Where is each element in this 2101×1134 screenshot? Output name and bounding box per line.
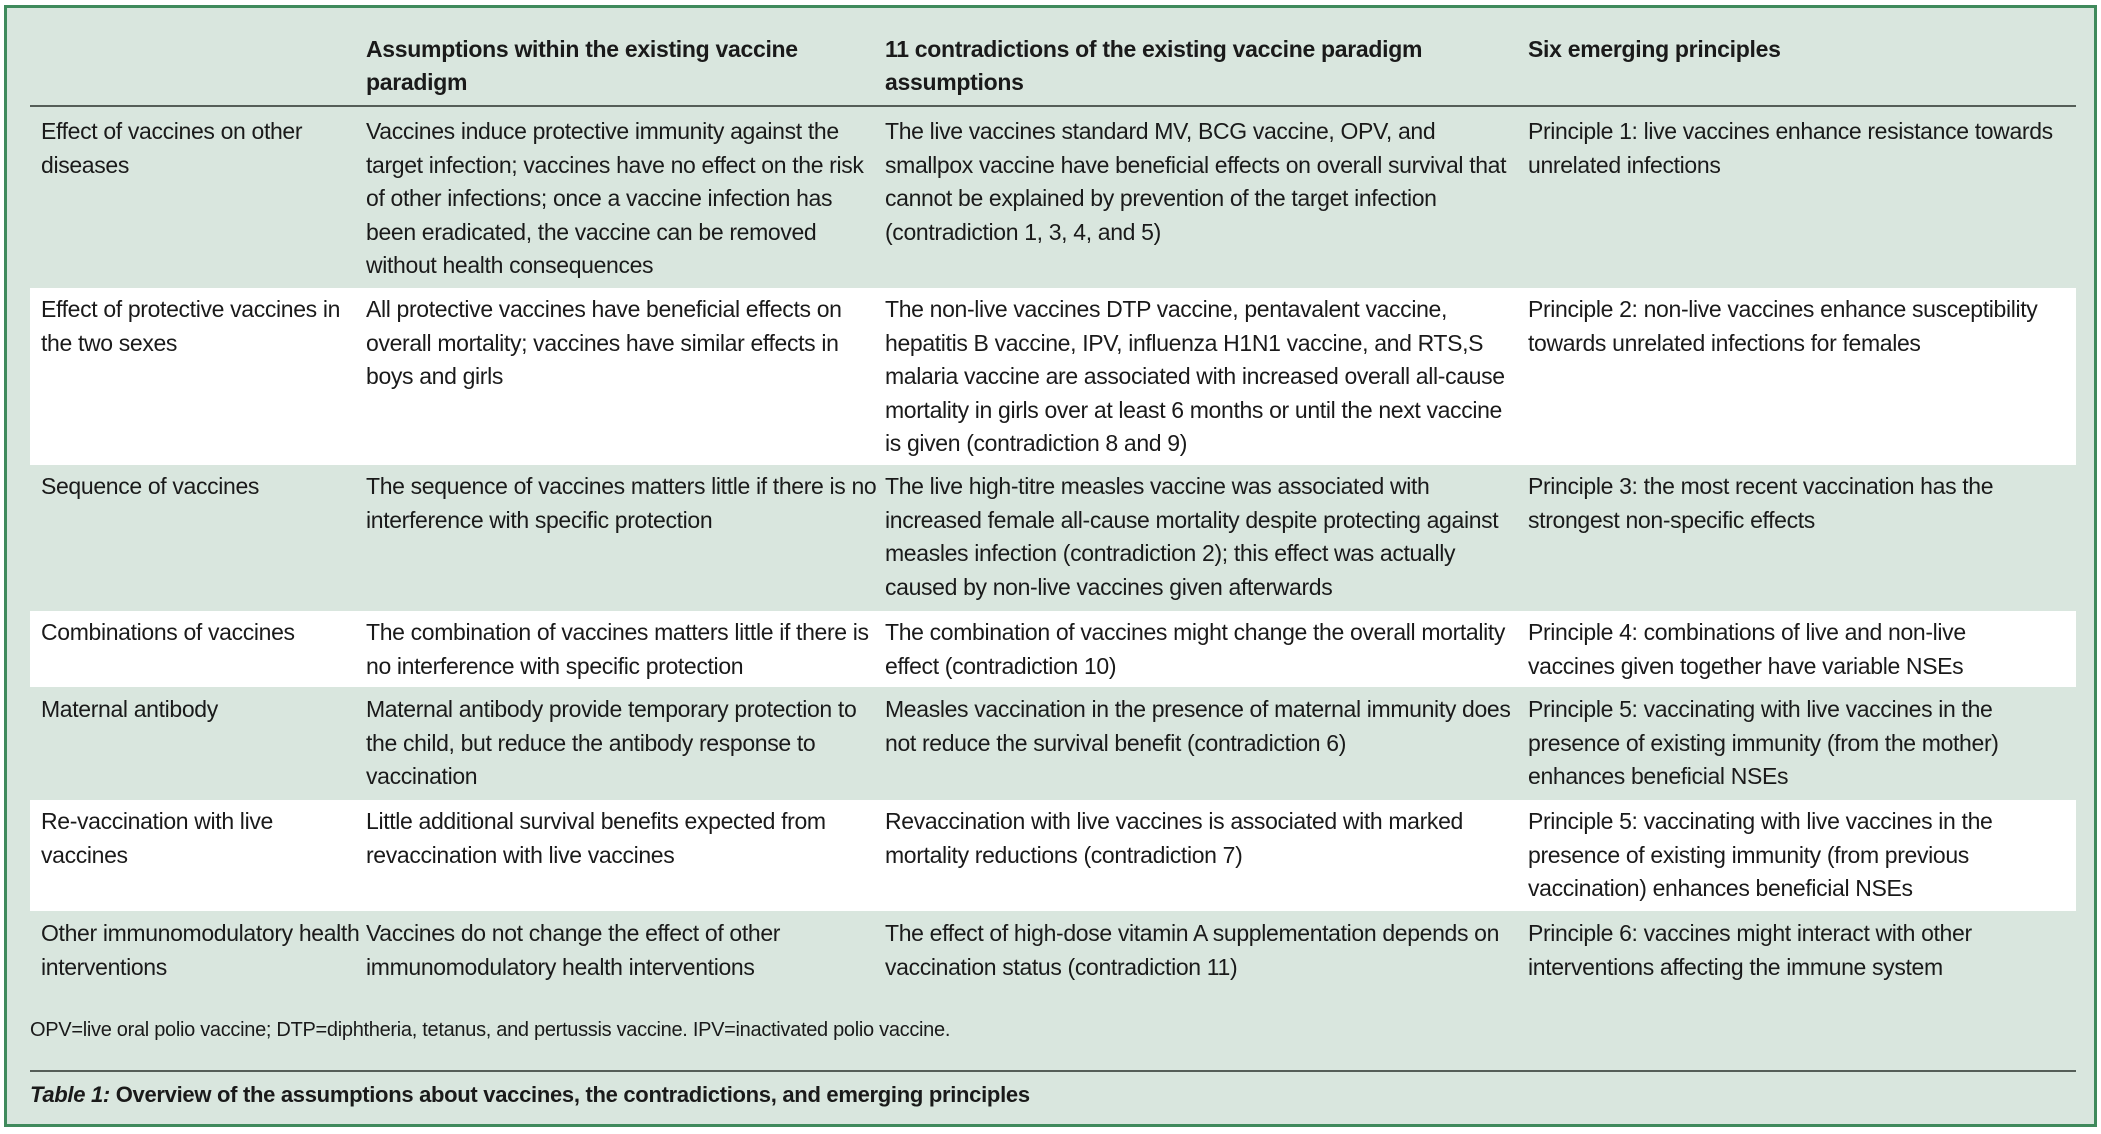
row-principle: Principle 6: vaccines might interact with other interventions affecting the immune system	[1528, 920, 1972, 980]
table-row	[30, 288, 2076, 465]
row-contradiction: The live high-titre measles vaccine was associated with increased female all-cause mortality despite protecting against measles infection (contradiction 2); this effect was actually caused by non-live vaccines given afterwards	[885, 473, 1499, 600]
table-row	[30, 688, 2076, 799]
table-row	[30, 110, 2076, 287]
table-footnote: OPV=live oral polio vaccine; DTP=diphtheria, tetanus, and pertussis vaccine. IPV=inactivated polio vaccine.	[30, 1019, 951, 1041]
row-assumption: The sequence of vaccines matters little if there is no interference with specific protection	[366, 473, 877, 533]
row-principle: Principle 4: combinations of live and non-live vaccines given together have variable NSEs	[1528, 619, 1966, 679]
table-row	[30, 800, 2076, 911]
table-row	[30, 465, 2076, 610]
row-principle: Principle 5: vaccinating with live vaccines in the presence of existing immunity (from previous vaccination) enhances beneficial NSEs	[1528, 808, 1993, 901]
row-contradiction: The non-live vaccines DTP vaccine, pentavalent vaccine, hepatitis B vaccine, IPV, influenza H1N1 vaccine, and RTS,S malaria vaccine are associated with increased overall all-cause mortality in girls over at least 6 months or until the next vaccine is given (contradiction 8 and 9)	[885, 296, 1505, 456]
row-principle: Principle 2: non-live vaccines enhance susceptibility towards unrelated infections for females	[1528, 296, 2038, 356]
table-row	[30, 912, 2076, 996]
row-topic: Sequence of vaccines	[41, 473, 260, 499]
table-panel	[4, 5, 2097, 1127]
row-topic: Effect of protective vaccines in the two sexes	[41, 296, 341, 356]
row-topic: Effect of vaccines on other diseases	[41, 118, 303, 178]
caption-divider	[30, 1070, 2076, 1072]
row-principle: Principle 3: the most recent vaccination has the strongest non-specific effects	[1528, 473, 1994, 533]
row-topic: Other immunomodulatory health interventions	[41, 920, 360, 980]
header-contradictions: 11 contradictions of the existing vaccine paradigm assumptions	[885, 36, 1423, 95]
row-principle: Principle 1: live vaccines enhance resistance towards unrelated infections	[1528, 118, 2053, 178]
row-topic: Combinations of vaccines	[41, 619, 295, 645]
row-assumption: Vaccines do not change the effect of other immunomodulatory health interventions	[366, 920, 781, 980]
row-contradiction: The effect of high-dose vitamin A supplementation depends on vaccination status (contradiction 11)	[885, 920, 1500, 980]
row-assumption: Little additional survival benefits expected from revaccination with live vaccines	[366, 808, 826, 868]
caption-text: Overview of the assumptions about vaccines, the contradictions, and emerging principles	[109, 1082, 1030, 1107]
row-contradiction: Revaccination with live vaccines is associated with marked mortality reductions (contradiction 7)	[885, 808, 1463, 868]
caption-label: Table 1:	[30, 1082, 110, 1107]
row-topic: Re-vaccination with live vaccines	[41, 808, 273, 868]
row-contradiction: The combination of vaccines might change the overall mortality effect (contradiction 10)	[885, 619, 1506, 679]
row-topic: Maternal antibody	[41, 696, 218, 722]
row-contradiction: Measles vaccination in the presence of maternal immunity does not reduce the survival benefit (contradiction 6)	[885, 696, 1511, 756]
row-assumption: Vaccines induce protective immunity against the target infection; vaccines have no effect on the risk of other infections; once a vaccine infection has been eradicated, the vaccine can be removed without health consequences	[366, 118, 864, 278]
row-assumption: Maternal antibody provide temporary protection to the child, but reduce the antibody response to vaccination	[366, 696, 857, 789]
header-principles: Six emerging principles	[1528, 36, 1781, 62]
row-contradiction: The live vaccines standard MV, BCG vaccine, OPV, and smallpox vaccine have beneficial effects on overall survival that cannot be explained by prevention of the target infection (contradiction 1, 3, 4, and 5)	[885, 118, 1507, 245]
header-assumptions: Assumptions within the existing vaccine paradigm	[366, 36, 798, 95]
row-assumption: The combination of vaccines matters little if there is no interference with specific protection	[366, 619, 869, 679]
row-principle: Principle 5: vaccinating with live vaccines in the presence of existing immunity (from the mother) enhances beneficial NSEs	[1528, 696, 1999, 789]
table-caption	[30, 1082, 1030, 1108]
header-divider	[30, 105, 2076, 107]
row-assumption: All protective vaccines have beneficial effects on overall mortality; vaccines have similar effects in boys and girls	[366, 296, 842, 389]
table-row	[30, 611, 2076, 687]
